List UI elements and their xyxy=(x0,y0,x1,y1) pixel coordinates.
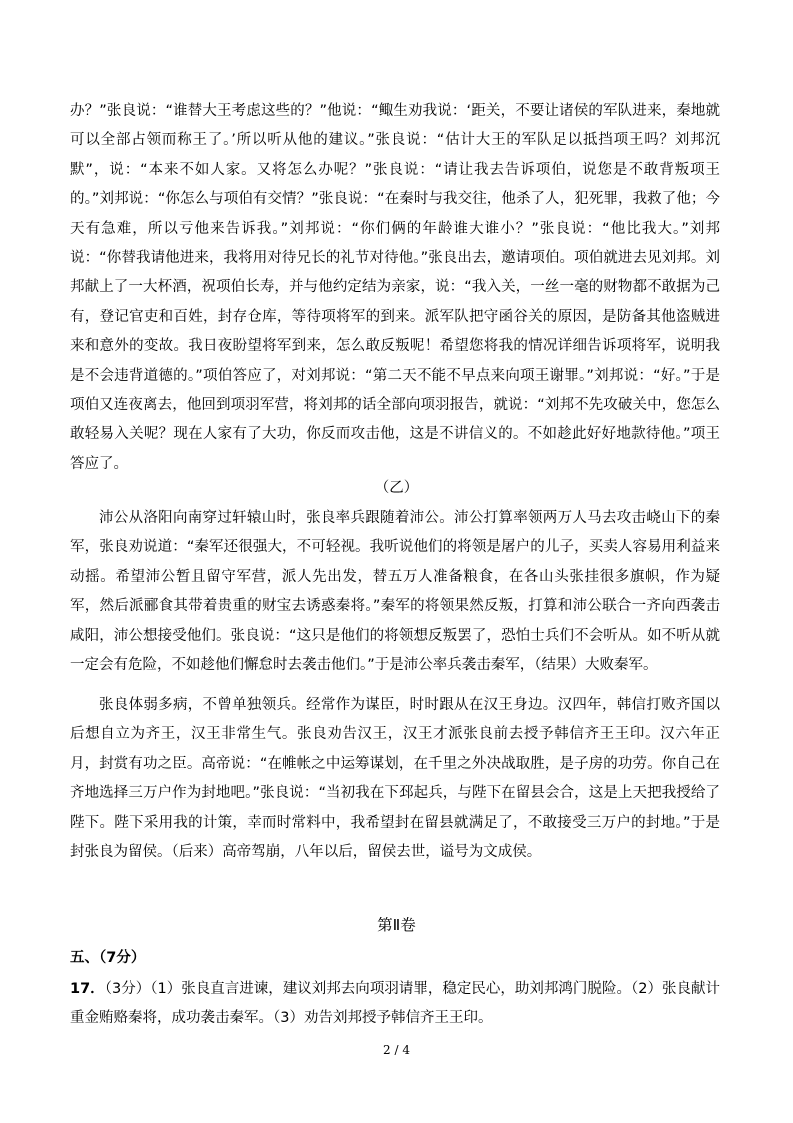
question-17-answer xyxy=(70,975,720,1034)
passage-b-label: （乙） xyxy=(374,480,419,496)
passage-a-continuation: 办？”张良说：“谁替大王考虑这些的？”他说：“鲰生劝我说：‘距关，不要让诸侯的军队进来，秦地就可以全部占领而称王了。’所以听从他的建议。”张良说：“估计大王的军队足以抵挡项王吗？刘邦沉默”，说：“本来不如人家。又将怎么办呢？”张良说：“请让我去告诉项伯，说您是不敢背叛项王的。”刘邦说：“你怎么与项伯有交情？”张良说：“在秦时与我交往，他杀了人，犯死罪，我救了他；今天有急难，所以亏他来告诉我。”刘邦说：“你们俩的年龄谁大谁小？”张良说：“他比我大。”刘邦说：“你替我请他进来，我将用对待兄长的礼节对待他。”张良出去，邀请项伯。项伯就进去见刘邦。刘邦献上了一大杯酒，祝项伯长寿，并与他约定结为亲家，说：“我入关，一丝一毫的财物都不敢据为己有，登记官吏和百姓，封存仓库，等待项将军的到来。派军队把守函谷关的原因，是防备其他盗贼进来和意外的变故。我日夜盼望将军到来，怎么敢反叛呢！希望您将我的情况详细告诉项将军，说明我是不会违背道德的。”项伯答应了，对刘邦说：“第二天不能不早点来向项王谢罪。”刘邦说：“好。”于是项伯又连夜离去，他回到项羽军营，将刘邦的话全部向项羽报告，就说：“刘邦不先攻破关中，您怎么敢轻易入关呢？现在人家有了大功，你反而攻击他，这是不讲信义的。不如趁此好好地款待他。”项王答应了。 xyxy=(70,103,720,472)
volume-title: 第Ⅱ卷 xyxy=(377,916,416,934)
page-number: 2 / 4 xyxy=(383,1043,410,1057)
question-number: 17． xyxy=(70,981,105,997)
section-heading: 五、（7分） xyxy=(70,950,146,966)
passage-b-paragraph-1: 沛公从洛阳向南穿过轩辕山时，张良率兵跟随着沛公。沛公打算率领两万人马去攻击峣山下的秦军，张良劝说道：“秦军还很强大，不可轻视。我听说他们的将领是屠户的儿子，买卖人容易用利益来动摇。希望沛公暂且留守军营，派人先出发，替五万人准备粮食，在各山头张挂很多旗帜，作为疑军，然后派郦食其带着贵重的财宝去诱惑秦将。”秦军的将领果然反叛，打算和沛公联合一齐向西袭击咸阳，沛公想接受他们。张良说：“这只是他们的将领想反叛罢了，恐怕士兵们不会听从。如不听从就一定会有危险，不如趁他们懈怠时去袭击他们。”于是沛公率兵袭击秦军，（结果）大败秦军。 xyxy=(70,510,720,674)
question-17-text: （3分）（1）张良直言进谏，建议刘邦去向项羽请罪，稳定民心，助刘邦鸿门脱险。（2）张良献计重金贿赂秦将，成功袭击秦军。（3）劝告刘邦授予韩信齐王王印。 xyxy=(70,981,720,1027)
passage-b-paragraph-2: 张良体弱多病，不曾单独领兵。经常作为谋臣，时时跟从在汉王身边。汉四年，韩信打败齐国以后想自立为齐王，汉王非常生气。张良劝告汉王，汉王才派张良前去授予韩信齐王王印。汉六年正月，封赏有功之臣。高帝说：“在帷帐之中运筹谋划，在千里之外决战取胜，是子房的功劳。你自己在齐地选择三万户作为封地吧。”张良说：“当初我在下邳起兵，与陛下在留县会合，这是上天把我授给了陛下。陛下采用我的计策，幸而时常料中，我希望封在留县就满足了，不敢接受三万户的封地。”于是封张良为留侯。（后来）高帝驾崩，八年以后，留侯去世，谥号为文成侯。 xyxy=(70,697,720,861)
